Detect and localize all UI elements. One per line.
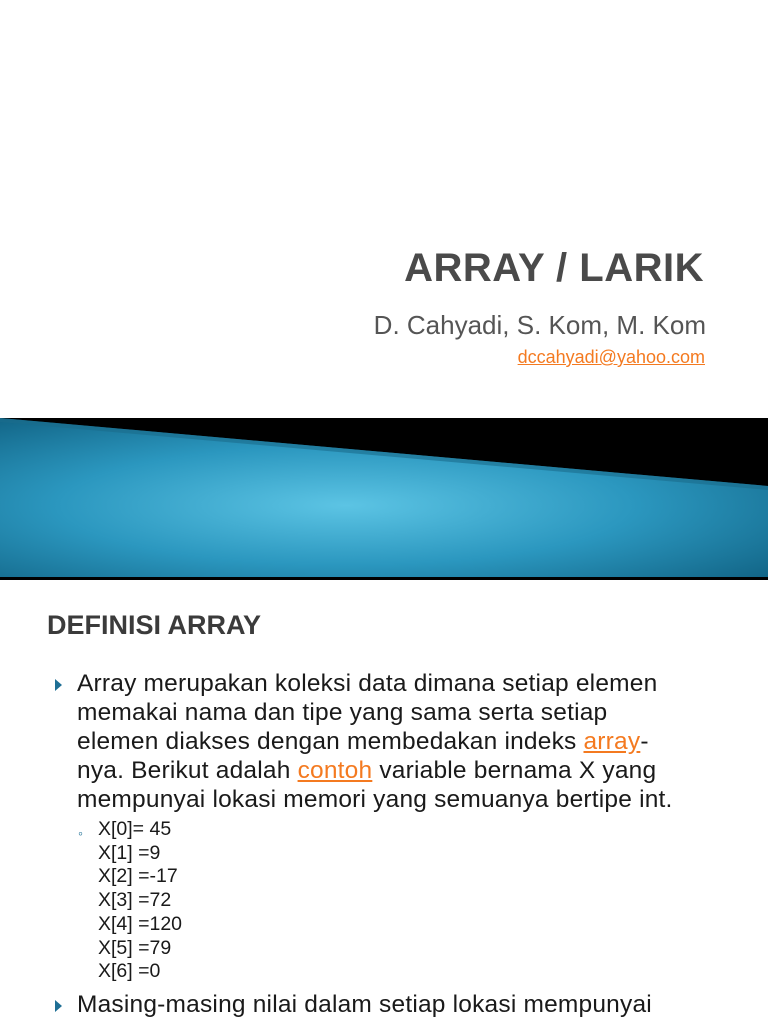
array-link[interactable]: array — [583, 728, 641, 755]
bullet-line: Array merupakan koleksi data dimana setiap elemen — [77, 670, 658, 697]
bullet-definition — [77, 669, 747, 814]
array-value-item: X[3] =72 — [98, 889, 172, 912]
array-value-item: X[1] =9 — [98, 841, 161, 864]
bullet-text: nya. Berikut adalah — [77, 757, 298, 784]
section-heading: DEFINISI ARRAY — [47, 610, 262, 640]
array-value-item: X[2] =-17 — [98, 865, 178, 888]
decorative-banner — [0, 418, 768, 577]
triangle-right-icon — [55, 679, 62, 691]
triangle-right-icon — [55, 1000, 62, 1012]
bullet-line: memakai nama dan tipe yang sama serta setiap — [77, 699, 608, 726]
slide-title: ARRAY / LARIK — [404, 246, 704, 290]
bullet-line — [77, 727, 747, 756]
bullet-line — [77, 756, 747, 785]
bullet-text: variable bernama X yang — [372, 757, 657, 784]
array-value-item: X[0]= 45 — [98, 818, 172, 840]
author-email-link[interactable]: dccahyadi@yahoo.com — [517, 347, 705, 367]
bullet-text: elemen diakses dengan membedakan indeks — [77, 728, 584, 755]
bullet-line: mempunyai lokasi memori yang semuanya bertipe int. — [77, 786, 673, 813]
contoh-link[interactable]: contoh — [297, 757, 373, 784]
hollow-circle-icon: ◦ — [78, 825, 83, 841]
array-value-item: X[4] =120 — [98, 912, 183, 935]
content-slide — [0, 580, 768, 1024]
array-value-item: X[6] =0 — [98, 960, 161, 983]
bullet-line: Masing-masing nilai dalam setiap lokasi mempunyai — [77, 991, 652, 1018]
array-value-item: X[5] =79 — [98, 936, 172, 959]
array-values-list — [78, 818, 183, 984]
bullet-text: - — [640, 728, 649, 755]
bullet-location — [77, 990, 747, 1019]
author-name: D. Cahyadi, S. Kom, M. Kom — [373, 310, 706, 340]
